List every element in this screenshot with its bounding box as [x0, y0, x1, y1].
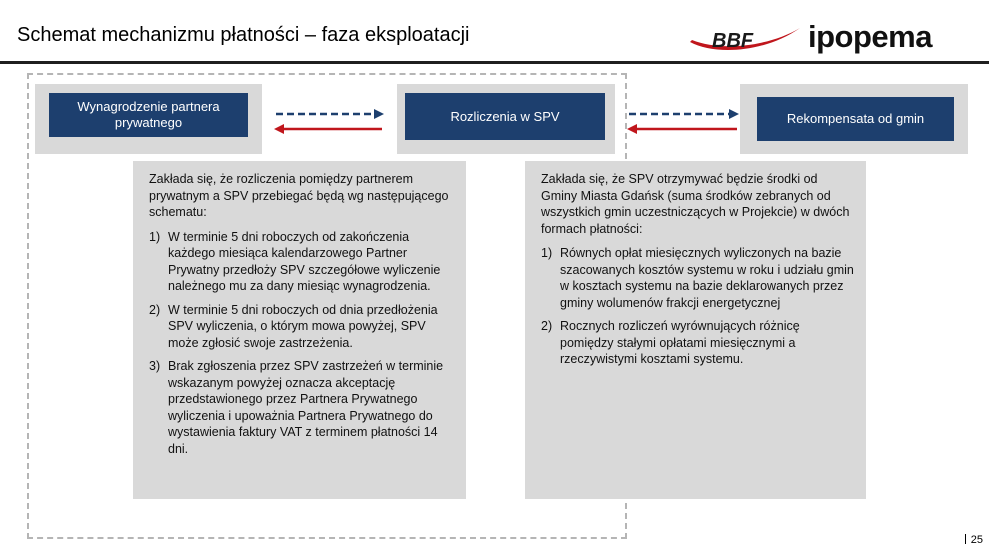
arrow-pair-right: [623, 106, 743, 136]
flow-box-partner-remuneration: Wynagrodzenie partnera prywatnego: [49, 93, 248, 137]
list-item: [149, 358, 454, 457]
list-item-text: Równych opłat miesięcznych wyliczonych na bazie szacowanych kosztów systemu w roku i udziału gmin w kosztach systemu na bazie deklarowanych przez gminy wolumenów frakcji energetycznej: [560, 246, 854, 310]
page-number-separator: [965, 534, 966, 544]
list-item-number: 3): [149, 359, 161, 373]
list-item-number: 2): [541, 319, 553, 333]
arrow-pair-left: [270, 106, 388, 136]
list-item: [149, 302, 454, 352]
dashed-right-arrow-icon: [276, 109, 384, 119]
list-item: [541, 245, 854, 311]
page-number-value: 25: [970, 534, 983, 546]
list-item-text: W terminie 5 dni roboczych od zakończenia każdego miesiąca kalendarzowego Partner Prywatny przedłoży SPV szczegółowe wyliczenie należnego mu za dany miesiąc wynagrodzenia.: [168, 229, 441, 293]
right-panel-intro: Zakłada się, że SPV otrzymywać będzie środki od Gminy Miasta Gdańsk (suma środków zebranych od wszystkich gmin uczestniczących w Projekcie) w dwóch formach płatności:: [541, 172, 850, 236]
left-arrow-icon: [274, 124, 382, 134]
dashed-right-arrow-icon: [629, 109, 739, 119]
ipopema-logo: ipopema: [808, 19, 932, 54]
flow-box-spv-settlements: Rozliczenia w SPV: [405, 93, 605, 140]
bbf-logo: [686, 22, 802, 54]
page-title: Schemat mechanizmu płatności – faza eksploatacji: [17, 24, 470, 46]
title-divider: [0, 61, 989, 64]
list-item-number: 1): [541, 246, 553, 260]
list-item-number: 2): [149, 302, 161, 317]
list-item-number: 1): [149, 229, 161, 244]
page-number: [965, 534, 983, 546]
right-description-panel: [525, 161, 866, 499]
left-panel-intro: Zakłada się, że rozliczenia pomiędzy partnerem prywatnym a SPV przebiegać będą wg następującego schematu:: [149, 172, 449, 219]
left-arrow-icon: [627, 124, 737, 134]
list-item: [149, 229, 454, 295]
list-item-text: Rocznych rozliczeń wyrównujących różnicę pomiędzy stałymi opłatami miesięcznymi a rzeczywistymi kosztami systemu.: [560, 319, 800, 366]
left-description-panel: [133, 161, 466, 499]
list-item-text: Brak zgłoszenia przez SPV zastrzeżeń w terminie wskazanym powyżej oznacza akceptację przedstawionego przez Partnera Prywatnego wyliczenia i upoważnia Partnera Prywatnego do wystawienia faktury VAT z terminem płatności 14 dni.: [168, 359, 444, 456]
list-item-text: W terminie 5 dni roboczych od dnia przedłożenia SPV wyliczenia, o którym mowa powyżej, SPV może zgłosić swoje zastrzeżenia.: [168, 302, 438, 350]
flow-box-municipal-compensation: Rekompensata od gmin: [757, 97, 954, 141]
list-item: [541, 318, 854, 368]
bbf-logo-text: BBF: [712, 30, 754, 52]
